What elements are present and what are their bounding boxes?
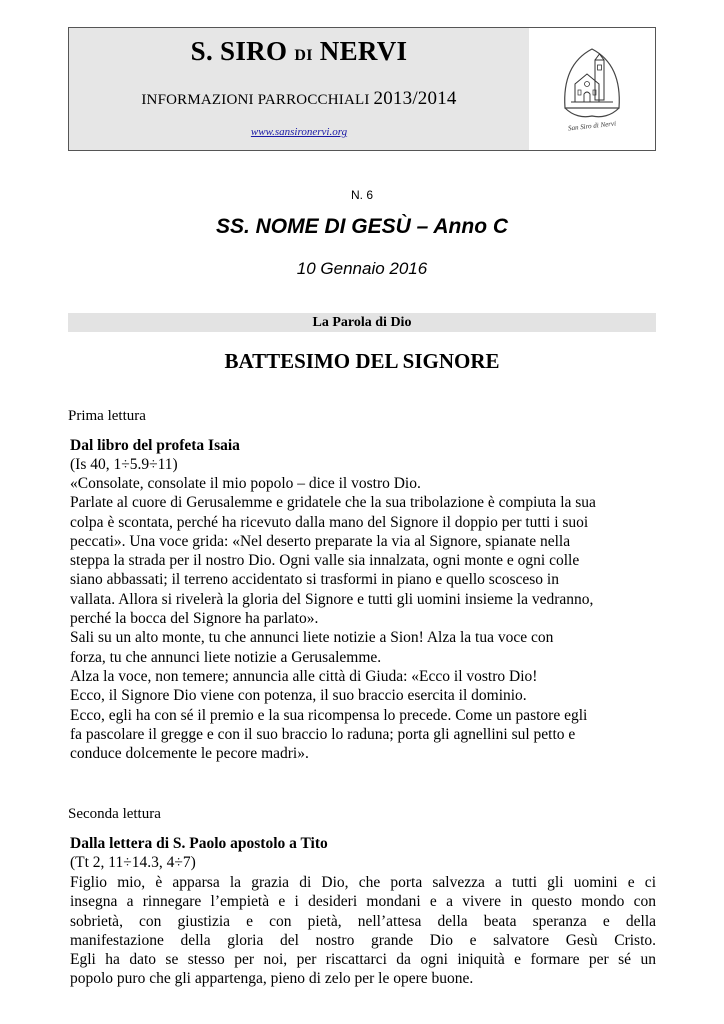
text-line: conduce dolcemente le pecore madri».: [70, 745, 309, 763]
feast-title: SS. NOME DI GESÙ – Anno C: [215, 215, 509, 238]
text-line: Sali su un alto monte, tu che annunci liete notizie a Sion! Alza la tua voce con: [70, 629, 554, 647]
text-line: Figlio mio, è apparsa la grazia di Dio, che porta salvezza a tutti gli uomini e ci: [70, 874, 656, 891]
first-reading-heading: [70, 436, 656, 475]
text-line: Parlate al cuore di Gerusalemme e gridatele che la sua tribolazione è compiuta la sua: [70, 494, 596, 512]
parish-title: [69, 36, 529, 67]
text-line: manifestazione della gloria del nostro grande Dio e salvatore Gesù Cristo.: [70, 931, 656, 949]
celebration-title: BATTESIMO DEL SIGNORE: [224, 349, 500, 373]
text-line: popolo puro che gli appartenga, pieno di zelo per le opere buone.: [70, 970, 474, 988]
text-line: Ecco, egli ha con sé il premio e la sua ricompensa lo precede. Come un pastore egli: [70, 706, 588, 724]
text-line: Egli ha dato se stesso per noi, per riscattarci da ogni iniquità e formare per sé un: [70, 951, 656, 969]
second-reading-text: [70, 873, 656, 989]
text-line: vallata. Allora si rivelerà la gloria del Signore e tutti gli uomini insieme la vedranno,: [70, 590, 594, 608]
title-end: NERVI: [319, 36, 408, 66]
text-line: Ecco, il Signore Dio viene con potenza, il suo braccio esercita il dominio.: [70, 687, 527, 705]
title-di: DI: [294, 47, 313, 64]
subtitle-text: INFORMAZIONI PARROCCHIALI: [141, 92, 370, 108]
text-line: forza, tu che annunci liete notizie a Gerusalemme.: [70, 648, 382, 666]
second-reading-book: Dalla lettera di S. Paolo apostolo a Tito: [70, 835, 328, 852]
logo-caption: San Siro di Nervi: [567, 119, 617, 133]
title-main: S. SIRO: [190, 36, 288, 66]
section-bar: La Parola di Dio: [68, 313, 656, 332]
first-reading-text: [70, 474, 656, 763]
second-reading-label: Seconda lettura: [68, 806, 161, 822]
church-logo-icon: [557, 46, 627, 134]
first-reading-book: Dal libro del profeta Isaia: [70, 437, 240, 454]
second-reading-heading: [70, 834, 656, 873]
website-link[interactable]: www.sansironervi.org: [250, 126, 348, 138]
second-reading-ref: (Tt 2, 11÷14.3, 4÷7): [70, 854, 196, 872]
text-line: fa pascolare il gregge e con il suo braccio lo raduna; porta gli agnellini sul petto e: [70, 725, 576, 743]
text-line: colpa è scontata, perché ha ricevuto dalla mano del Signore il doppio per tutti i suoi: [70, 513, 589, 531]
text-line: sobrietà, con giustizia e con pietà, nell’attesa della beata speranza e della: [70, 912, 656, 930]
text-line: perché la bocca del Signore ha parlato».: [70, 610, 319, 628]
header-box: [68, 27, 656, 151]
first-reading-label: Prima lettura: [68, 408, 146, 424]
subtitle-year: 2013/2014: [373, 88, 457, 109]
logo-panel: [529, 28, 655, 150]
issue-number: N. 6: [350, 188, 373, 202]
first-reading-ref: (Is 40, 1÷5.9÷11): [70, 456, 178, 474]
text-line: insegna a rinnegare l’empietà e i desideri mondani e a vivere in questo mondo con: [70, 893, 656, 911]
text-line: «Consolate, consolate il mio popolo – dice il vostro Dio.: [70, 475, 421, 492]
newsletter-subtitle: [69, 88, 529, 110]
issue-date: 10 Gennaio 2016: [296, 259, 428, 278]
text-line: Alza la voce, non temere; annuncia alle città di Giuda: «Ecco il vostro Dio!: [70, 667, 538, 685]
text-line: steppa la strada per il nostro Dio. Ogni valle sia innalzata, ogni monte e ogni colle: [70, 552, 580, 570]
text-line: siano abbassati; il terreno accidentato si trasformi in piano e quello scosceso in: [70, 571, 559, 589]
text-line: peccati». Una voce grida: «Nel deserto preparate la via al Signore, spianate nella: [70, 532, 571, 550]
